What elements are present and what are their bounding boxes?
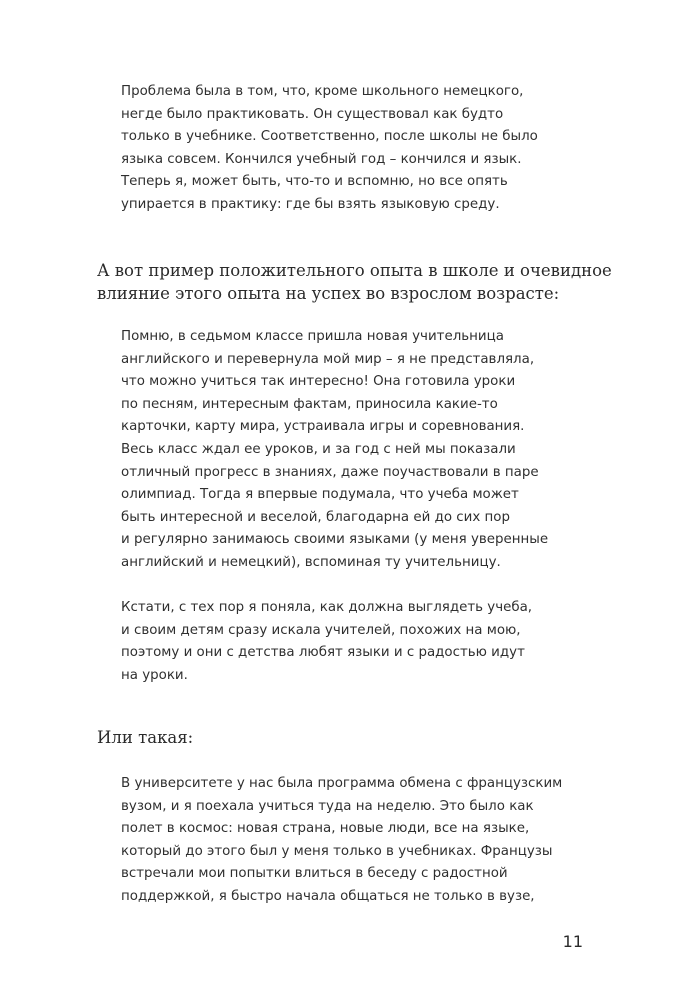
text-line: Кстати, с тех пор я поняла, как должна выглядеть учеба, [121,600,533,615]
text-line: поддержкой, я быстро начала общаться не только в вузе, [121,888,535,904]
text-line: что можно учиться так интересно! Она готовила уроки [121,374,516,390]
quote-children-teachers [121,597,571,687]
text-line: карточки, карту мира, устраивала игры и соревнования. [121,419,525,435]
text-line: В университете у нас была программа обмена с французским [121,776,563,791]
text-line: встречали мои попытки влиться в беседу с радостной [121,866,508,882]
heading-line: Или такая: [97,728,194,747]
text-line: негде было практиковать. Он существовал как будто [121,106,504,122]
quote-english-teacher [121,326,571,575]
text-line: который до этого был у меня только в учебниках. Французы [121,843,553,859]
quote-french-exchange [121,773,571,909]
text-line: Помню, в седьмом классе пришла новая учительница [121,329,504,344]
text-line: Проблема была в том, что, кроме школьного немецкого, [121,84,524,99]
heading-line: влияние этого опыта на успех во взрослом возрасте: [97,283,560,303]
text-line: полет в космос: новая страна, новые люди, все на языке, [121,821,530,837]
text-line: языка совсем. Кончился учебный год – кончился и язык. [121,151,522,167]
page-number: 11 [562,932,583,951]
text-line: Теперь я, может быть, что-то и вспомню, но все опять [121,174,508,190]
heading-positive-experience [97,260,612,305]
text-line: вузом, и я поехала учиться туда на неделю. Это было как [121,798,534,814]
text-line: поэтому и они с детства любят языки и с радостью идут [121,645,525,661]
quote-paragraph [121,81,571,217]
text-line: быть интересной и веселой, благодарна ей до сих пор [121,509,510,525]
heading-line: А вот пример положительного опыта в школе и очевидное [97,261,612,280]
text-line: английский и немецкий), вспоминая ту учительницу. [121,554,501,570]
text-line: Весь класс ждал ее уроков, и за год с ней мы показали [121,441,516,457]
heading-or-such [97,727,597,750]
quote-paragraph [121,326,571,575]
text-line: и своим детям сразу искала учителей, похожих на мою, [121,622,521,638]
text-line: упирается в практику: где бы взять языковую среду. [121,196,500,212]
quote-paragraph [121,773,571,909]
text-line: на уроки. [121,667,188,683]
text-line: английского и перевернула мой мир – я не представляла, [121,351,535,367]
quote-paragraph [121,597,571,687]
text-line: олимпиад. Тогда я впервые подумала, что учеба может [121,487,519,503]
text-line: по песням, интересным фактам, приносила какие-то [121,396,498,412]
quote-german-practice [121,81,571,217]
text-line: отличный прогресс в знаниях, даже поучаствовали в паре [121,464,539,480]
text-line: только в учебнике. Соответственно, после школы не было [121,129,538,145]
text-line: и регулярно занимаюсь своими языками (у меня уверенные [121,532,549,548]
